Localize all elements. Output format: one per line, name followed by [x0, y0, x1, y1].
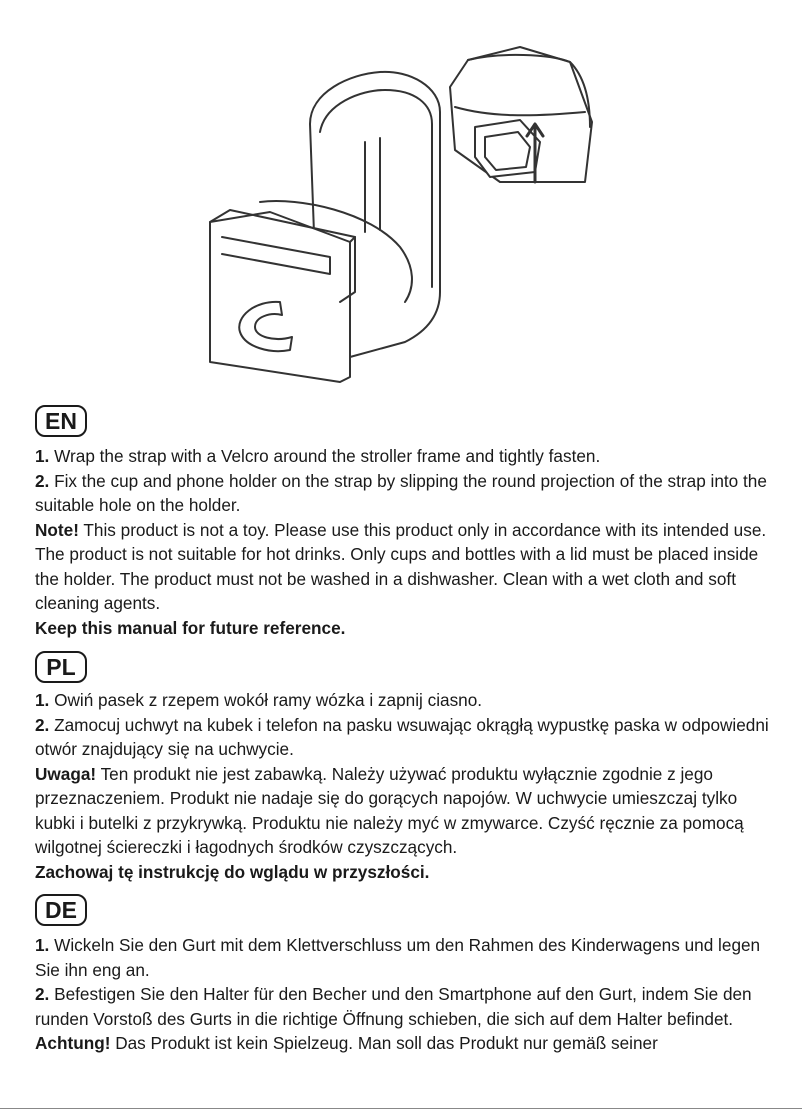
- keep-manual-note: Zachowaj tę instrukcję do wglądu w przyszłości.: [35, 861, 430, 882]
- language-badge-en: EN: [35, 405, 87, 437]
- section-de: [35, 933, 770, 1056]
- step-1: 1. Wrap the strap with a Velcro around the stroller frame and tightly fasten.: [35, 446, 601, 466]
- step-1: 1. Owiń pasek z rzepem wokół ramy wózka i zapnij ciasno.: [35, 690, 483, 710]
- step-2: 2. Fix the cup and phone holder on the strap by slipping the round projection of the strap into the suitable hole on the holder.: [35, 470, 767, 515]
- section-pl: [35, 688, 770, 884]
- note-paragraph: Uwaga! Ten produkt nie jest zabawką. Należy używać produktu wyłącznie zgodnie z jego przeznaczeniem. Produkt nie nadaje się do gorących napojów. W uchwycie umieszczaj tylko kubki i butelki z przykrywką. Produktu nie należy myć w zmywarce. Czyść ręcznie za pomocą wilgotnej ściereczki i łagodnych środków czyszczących.: [35, 763, 744, 857]
- language-badge-de: DE: [35, 894, 87, 926]
- cup-holder-illustration: [200, 32, 620, 394]
- step-1: 1. Wickeln Sie den Gurt mit dem Klettverschluss um den Rahmen des Kinderwagens und legen Sie ihn eng an.: [35, 935, 761, 980]
- keep-manual-note: Keep this manual for future reference.: [35, 617, 346, 638]
- language-badge-pl: PL: [35, 651, 87, 683]
- page-bottom-rule: [0, 1108, 802, 1109]
- step-2: 2. Zamocuj uchwyt na kubek i telefon na pasku wsuwając okrągłą wypustkę paska w odpowiedni otwór znajdujący się na uchwycie.: [35, 714, 769, 759]
- section-en: [35, 444, 770, 640]
- note-paragraph: Achtung! Das Produkt ist kein Spielzeug. Man soll das Produkt nur gemäß seiner: [35, 1033, 658, 1053]
- note-paragraph: Note! This product is not a toy. Please use this product only in accordance with its intended use. The product is not suitable for hot drinks. Only cups and bottles with a lid must be placed inside the holder. The product must not be washed in a dishwasher. Clean with a wet cloth and soft cleaning agents.: [35, 519, 767, 613]
- step-2: 2. Befestigen Sie den Halter für den Becher und den Smartphone auf den Gurt, indem Sie den runden Vorstoß des Gurts in die richtige Öffnung schieben, die sich auf dem Halter befindet.: [35, 984, 752, 1029]
